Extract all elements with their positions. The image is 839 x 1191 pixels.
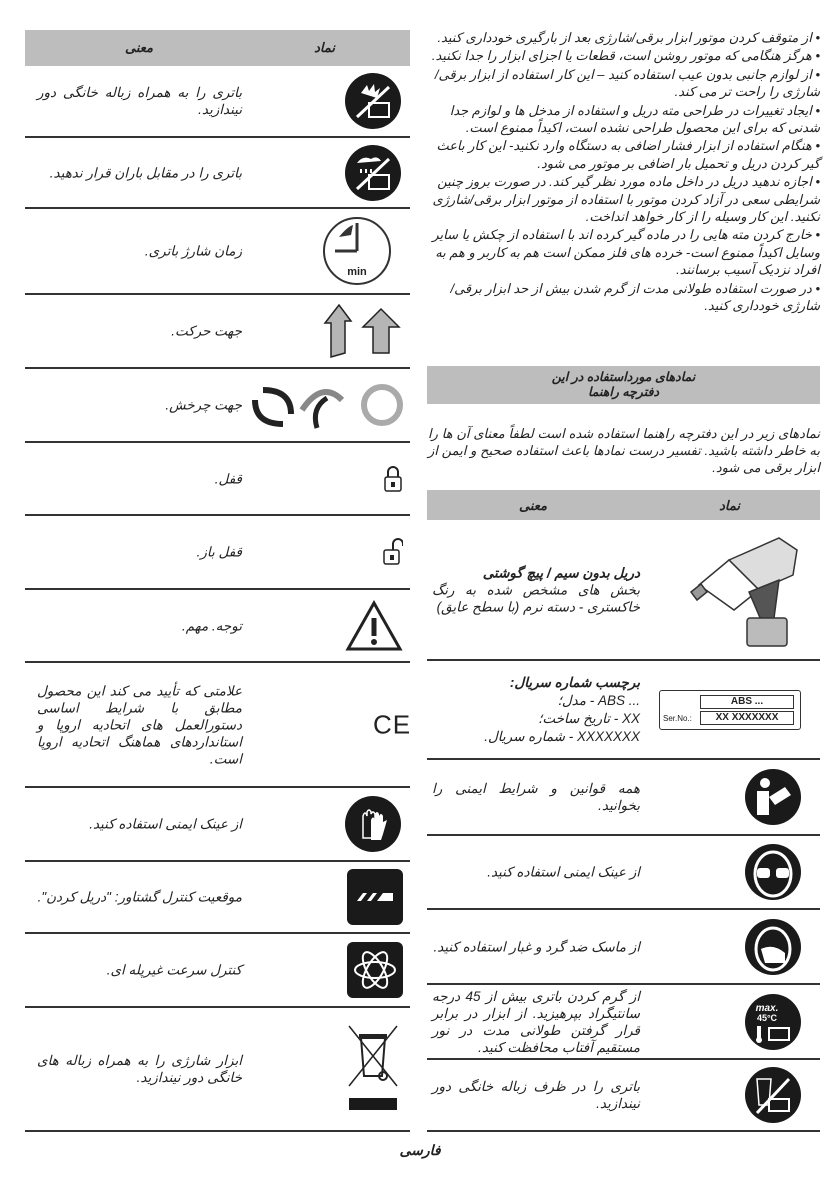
symbol-row bbox=[427, 1060, 820, 1132]
right-table-header bbox=[427, 490, 820, 520]
section-title-line2: دفترچه راهنما bbox=[587, 385, 660, 399]
serial-row bbox=[427, 661, 820, 760]
section-title-line1: نمادهای مورداستفاده در این bbox=[551, 370, 696, 384]
symbol-meaning: از عینک ایمنی استفاده کنید. bbox=[487, 864, 640, 880]
left-table-header bbox=[25, 30, 410, 66]
bullet-item: • خارج کردن مته هایی را در ماده گیر کرده اند با استفاده از چکش یا سایر وسایل اکیداً ممنوع است- خرده های فلز ممکن است هم به کاربر و هم به افراد نزدیک آسیب برسانند. bbox=[428, 226, 820, 278]
symbol-column-header: نماد bbox=[314, 40, 335, 55]
symbol-meaning: جهت حرکت. bbox=[171, 323, 242, 339]
no-fire-battery-icon bbox=[345, 73, 401, 129]
serial-model: ... ABS - مدل؛ bbox=[557, 692, 640, 708]
symbol-row bbox=[25, 516, 410, 590]
rotation-direction-arrows-icon bbox=[247, 380, 407, 430]
bullet-item: • هرگز هنگامی که موتور روشن است، قطعات یا اجزای ابزار را جدا نکنید. bbox=[428, 47, 820, 64]
drill-mode-icon bbox=[347, 869, 403, 925]
symbol-row bbox=[427, 985, 820, 1060]
section-heading bbox=[427, 366, 820, 404]
bullet-item: • از لوازم جانبی بدون عیب استفاده کنید – این کار استفاده از ابزار برقی/شارژی را راحت تر می کند. bbox=[428, 66, 820, 101]
symbol-meaning: قفل. bbox=[214, 471, 242, 486]
symbol-meaning: از ماسک ضد گرد و غبار استفاده کنید. bbox=[433, 939, 640, 954]
bullet-item: • ایجاد تغییرات در طراحی مته دریل و استفاده از مدخل ها و لوازم جدا شدنی که برای این محصول طراحی نشده است، اکیداً ممنوع است. bbox=[428, 102, 820, 137]
symbol-meaning: توجه. مهم. bbox=[181, 618, 242, 633]
symbol-meaning: قفل باز. bbox=[196, 544, 242, 560]
min-label: min bbox=[347, 266, 367, 278]
unlock-icon bbox=[383, 538, 403, 566]
symbol-meaning: زمان شارژ باتری. bbox=[144, 243, 242, 259]
drill-title: دریل بدون سیم / پیچ گوشتی bbox=[482, 565, 640, 580]
page-footer-language: فارسی bbox=[399, 1142, 441, 1158]
symbol-meaning: از عینک ایمنی استفاده کنید. bbox=[89, 816, 242, 832]
symbol-meaning: جهت چرخش. bbox=[165, 397, 242, 413]
symbol-row bbox=[25, 934, 410, 1008]
symbol-row bbox=[25, 862, 410, 934]
speed-control-icon bbox=[347, 942, 403, 998]
weee-crossed-bin-icon bbox=[345, 1024, 401, 1114]
symbol-meaning: باتری را در مقابل باران قرار ندهید. bbox=[49, 165, 242, 180]
symbol-row bbox=[25, 443, 410, 516]
symbol-row bbox=[25, 66, 410, 138]
symbol-row bbox=[25, 663, 410, 788]
label-serial: XX XXXXXXX bbox=[700, 711, 794, 725]
section-intro: نمادهای زیر در این دفترچه راهنما استفاده شده است لطفاً معنای آن ها را به خاطر داشته باشید. تفسیر درست نمادها باعث استفاده صحیح و ایمن از ابزار برقی می شود. bbox=[428, 426, 820, 475]
bullet-item: • از متوقف کردن موتور ابزار برقی/شارژی بعد از بارگیری خودداری کنید. bbox=[428, 29, 820, 46]
symbol-meaning: کنترل سرعت غیرپله ای. bbox=[106, 962, 242, 978]
symbol-meaning: علامتی که تأیید می کند این محصول مطابق با شرایط اساسی دستورالعمل های اتحادیه اروپا و استانداردهای هماهنگ اتحادیه اروپا است. bbox=[37, 683, 242, 766]
symbol-row bbox=[427, 910, 820, 985]
symbol-row bbox=[25, 590, 410, 663]
symbol-row bbox=[427, 760, 820, 836]
read-manual-icon bbox=[745, 769, 801, 825]
symbol-row bbox=[25, 1008, 410, 1132]
safety-bullets bbox=[428, 29, 820, 316]
serial-number: XXXXXXX - شماره سریال. bbox=[484, 728, 640, 744]
max-temperature-icon bbox=[745, 994, 801, 1050]
symbol-row bbox=[25, 788, 410, 862]
symbol-meaning: همه قوانین و شرایط ایمنی را بخوانید. bbox=[432, 781, 640, 813]
drill-text: بخش های مشخص شده به رنگ خاکستری - دسته نرم (با سطح عایق) bbox=[432, 582, 640, 614]
label-model: ABS ... bbox=[700, 695, 794, 709]
serial-label-image bbox=[659, 690, 801, 730]
no-trash-battery-icon bbox=[745, 1067, 801, 1123]
serial-description bbox=[432, 674, 640, 746]
drill-description bbox=[432, 564, 640, 615]
meaning-column-header: معنی bbox=[519, 498, 547, 513]
warning-triangle-icon bbox=[345, 600, 403, 652]
drill-row bbox=[427, 520, 820, 661]
ce-mark-icon: CE bbox=[373, 709, 412, 739]
symbol-row bbox=[25, 295, 410, 369]
symbol-meaning: ابزار شارژی را به همراه زباله های خانگی دور نیندازید. bbox=[37, 1053, 242, 1085]
bullet-item: • اجازه ندهید دریل در داخل ماده مورد نظر گیر کند. در صورت بروز چنین شرایطی سعی در آزاد کردن موتور با استفاده از موتور ابزار برقی/شارژی نکنید. این کار وسیله را از کار خواهد انداخت. bbox=[428, 173, 820, 225]
lock-icon bbox=[383, 465, 403, 493]
symbol-row bbox=[427, 836, 820, 910]
symbol-column-header: نماد bbox=[719, 498, 740, 513]
symbol-row bbox=[25, 138, 410, 209]
symbol-row bbox=[25, 369, 410, 443]
cordless-drill-image bbox=[689, 530, 799, 650]
charging-time-clock-icon bbox=[321, 215, 393, 287]
temp-label: 45°C bbox=[756, 1012, 778, 1023]
serial-date: XX - تاریخ ساخت؛ bbox=[538, 710, 640, 726]
symbol-meaning: باتری را در ظرف زباله خانگی دور نیندازید. bbox=[432, 1079, 640, 1111]
symbol-meaning: از گرم کردن باتری بیش از 45 درجه سانتیگراد بپرهیزید. از ابزار در برابر قرار گرفتن طولانی مدت در نور مستقیم آفتاب محافظت کنید. bbox=[432, 988, 640, 1055]
safety-goggles-icon bbox=[745, 844, 801, 900]
dust-mask-icon bbox=[745, 919, 801, 975]
symbol-meaning: موقعیت کنترل گشتاور: "دریل کردن". bbox=[37, 889, 242, 905]
bullet-item: • هنگام استفاده از ابزار فشار اضافی به دستگاه وارد نکنید- این کار باعث گیر کردن دریل و تحمیل بار اضافی بر موتور می شود. bbox=[428, 137, 820, 172]
movement-direction-arrows-icon bbox=[321, 301, 401, 361]
meaning-column-header: معنی bbox=[125, 40, 153, 55]
symbol-meaning: باتری را به همراه زباله خانگی دور نیندازید. bbox=[37, 85, 242, 117]
gloves-icon bbox=[345, 796, 401, 852]
label-serno: Ser.No.: bbox=[663, 713, 692, 723]
serial-title: برچسب شماره سریال: bbox=[509, 674, 640, 690]
bullet-item: • در صورت استفاده طولانی مدت از گرم شدن بیش از حد ابزار برقی/شارژی خودداری کنید. bbox=[428, 280, 820, 315]
symbol-row bbox=[25, 209, 410, 295]
no-rain-battery-icon bbox=[345, 145, 401, 201]
max-label: max. bbox=[755, 1002, 779, 1014]
